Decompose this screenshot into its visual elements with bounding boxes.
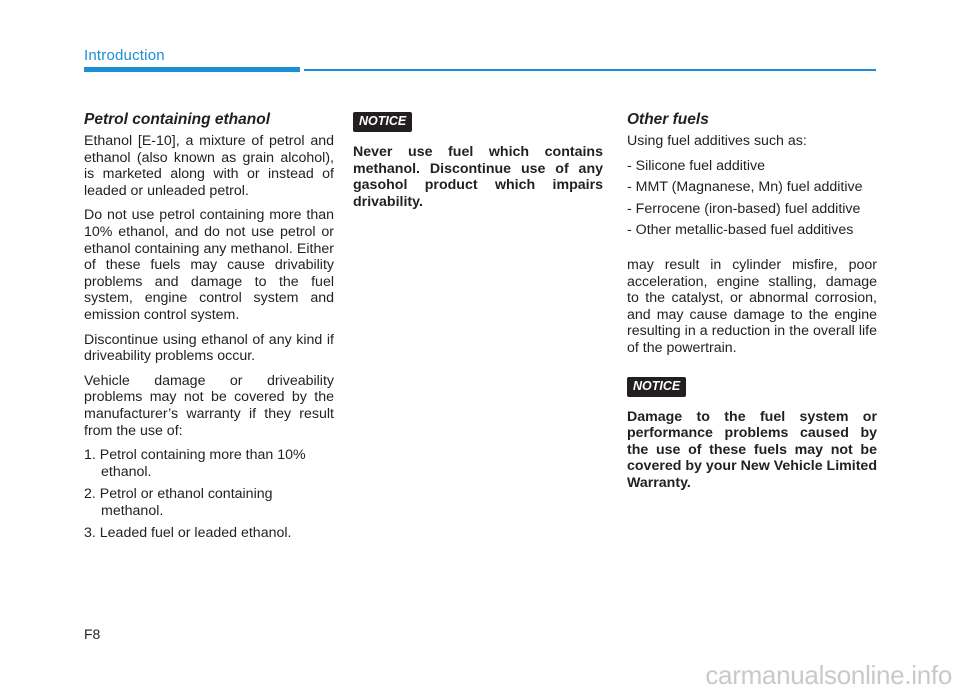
paragraph: Discontinue using ethanol of any kind if driveability problems occur. [84,331,334,365]
column-petrol-ethanol [84,110,334,548]
notice-text: Never use fuel which contains methanol. Discontinue use of any gasohol product which impairs drivability. [353,144,603,210]
column-other-fuels [627,110,877,500]
section-label: Introduction [84,47,165,64]
page-number: F8 [84,626,101,642]
header-rule-thin [304,69,876,71]
watermark: carmanualsonline.info [705,660,952,690]
section-title-other-fuels: Other fuels [627,111,709,128]
notice-text: Damage to the fuel system or performance problems caused by the use of these fuels may not be covered by your New Vehicle Limited Warranty. [627,408,877,491]
numbered-list [84,447,334,542]
paragraph: Using fuel additives such as: [627,133,807,149]
list-item: 1. Petrol containing more than 10% ethanol. [84,447,306,480]
column-notice-methanol [353,112,603,218]
paragraph: Do not use petrol containing more than 10% ethanol, and do not use petrol or ethanol containing any methanol. Either of these fuels may cause drivability problems and damage to the fuel system, engine control system and emission control system. [84,207,334,323]
list-item: 3. Leaded fuel or leaded ethanol. [84,525,292,542]
list-item: - Ferrocene (iron-based) fuel additive [627,200,861,217]
list-item: - Other metallic-based fuel additives [627,222,854,239]
notice-badge: NOTICE [627,377,686,397]
additive-list [627,158,877,239]
list-item: - Silicone fuel additive [627,157,766,174]
paragraph: may result in cylinder misfire, poor acceleration, engine stalling, damage to the catalyst, or abnormal corrosion, and may cause damage to the engine resulting in a reduction in the overall life of the powertrain. [627,256,877,356]
paragraph: Vehicle damage or driveability problems may not be covered by the manufacturer’s warranty if they result from the use of: [84,372,334,439]
section-title-petrol-ethanol: Petrol containing ethanol [84,111,271,128]
list-item: - MMT (Magnanese, Mn) fuel additive [627,179,863,196]
list-item: 2. Petrol or ethanol containing methanol. [84,486,273,519]
header-rule-thick [84,67,300,72]
paragraph: Ethanol [E-10], a mixture of petrol and ethanol (also known as grain alcohol), is marketed along with or instead of leaded or unleaded petrol. [84,133,334,199]
notice-badge: NOTICE [353,112,412,132]
